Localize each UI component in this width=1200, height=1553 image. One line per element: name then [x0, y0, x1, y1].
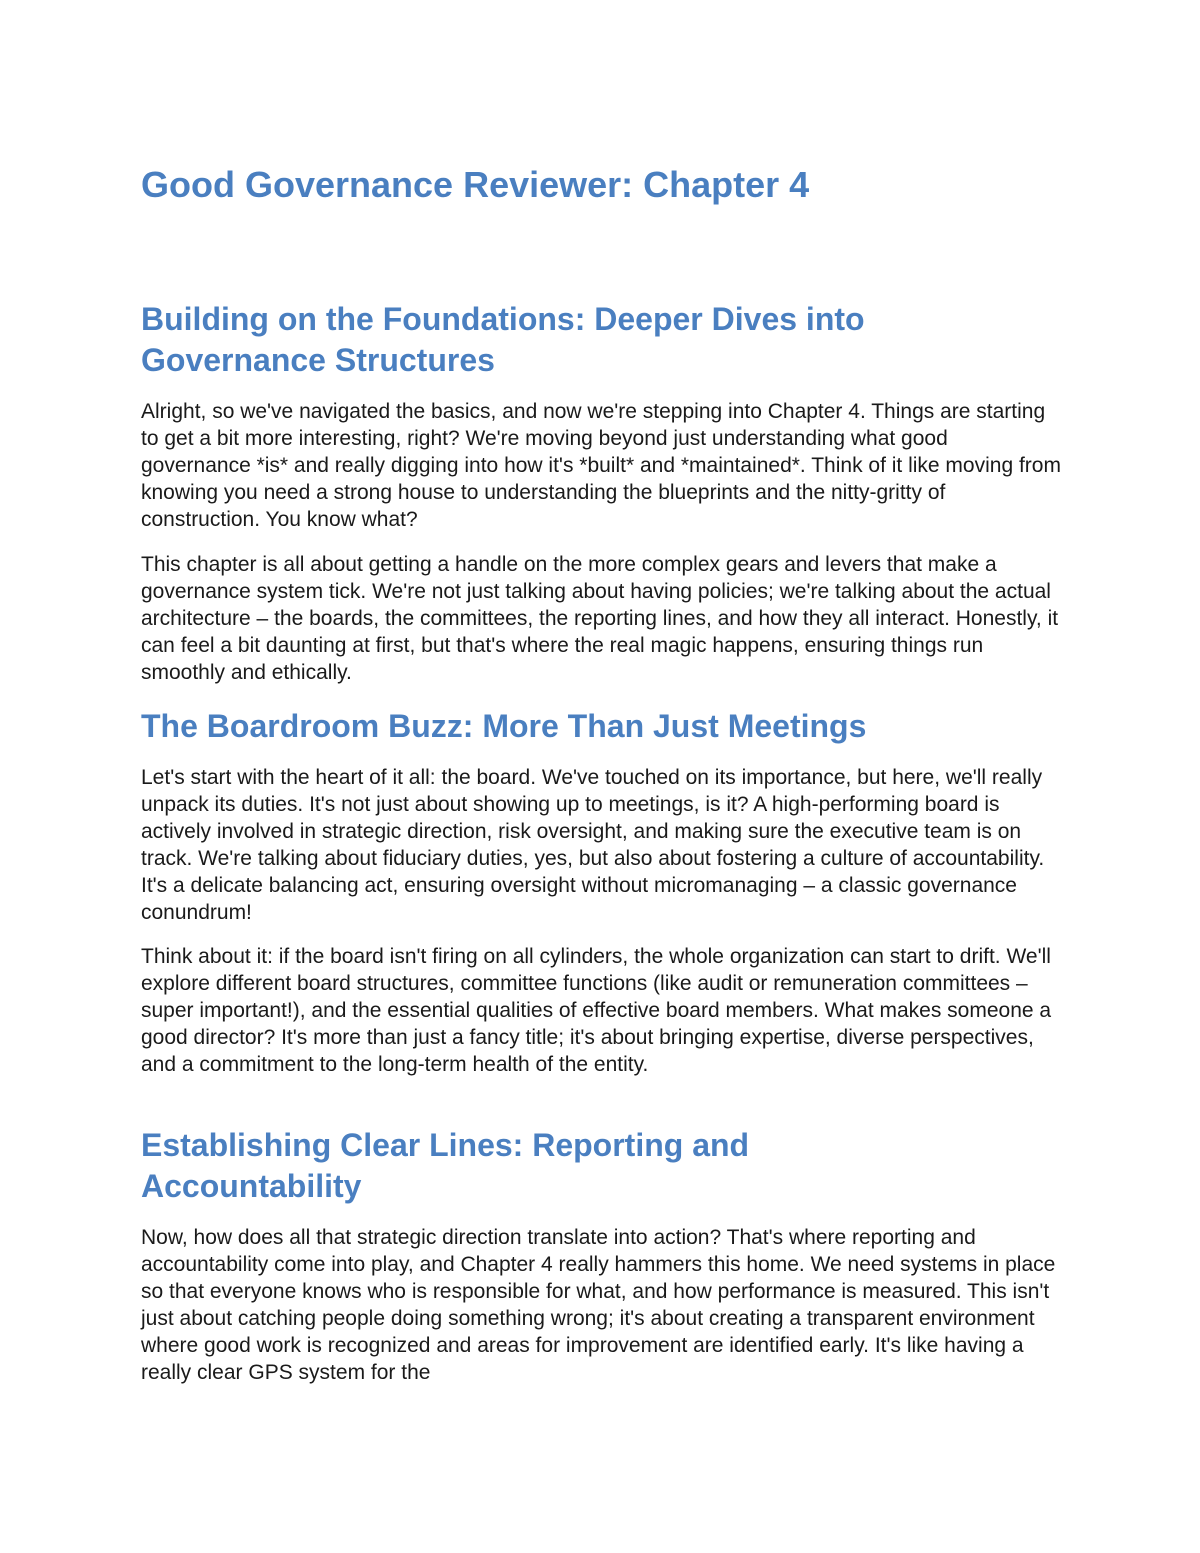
paragraph: Let's start with the heart of it all: the board. We've touched on its importance, but here, we'll really unpack its duties. It's not just about showing up to meetings, is it? A high-performing board is actively involved in strategic direction, risk oversight, and making sure the executive team is on track. We're talking about fiduciary duties, yes, but also about fostering a culture of accountability. It's a delicate balancing act, ensuring oversight without micromanaging – a classic governance conundrum!	[141, 766, 1045, 924]
paragraph: This chapter is all about getting a handle on the more complex gears and levers that make a governance system tick. We're not just talking about having policies; we're talking about the actual architecture – the boards, the committees, the reporting lines, and how they all interact. Honestly, it can feel a bit daunting at first, but that's where the real magic happens, ensuring things run smoothly and ethically.	[141, 553, 1059, 684]
document-title: Good Governance Reviewer: Chapter 4	[141, 164, 810, 205]
paragraph: Alright, so we've navigated the basics, and now we're stepping into Chapter 4. Things are starting to get a bit more interesting, right? We're moving beyond just understanding what good governance *is* and really digging into how it's *built* and *maintained*. Think of it like moving from knowing you need a strong house to understanding the blueprints and the nitty-gritty of construction. You know what?	[141, 400, 1061, 531]
section-heading-boardroom: The Boardroom Buzz: More Than Just Meetings	[141, 708, 867, 744]
section-heading-foundations: Building on the Foundations: Deeper Dives into Governance Structures	[141, 301, 865, 378]
paragraph: Think about it: if the board isn't firing on all cylinders, the whole organization can start to drift. We'll explore different board structures, committee functions (like audit or remuneration committees – super important!), and the essential qualities of effective board members. What makes someone a good director? It's more than just a fancy title; it's about bringing expertise, diverse perspectives, and a commitment to the long-term health of the entity.	[141, 945, 1052, 1076]
paragraph: Now, how does all that strategic direction translate into action? That's where reporting and accountability come into play, and Chapter 4 really hammers this home. We need systems in place so that everyone knows who is responsible for what, and how performance is measured. This isn't just about catching people doing something wrong; it's about creating a transparent environment where good work is recognized and areas for improvement are identified early. It's like having a really clear GPS system for the	[141, 1226, 1056, 1384]
section-heading-reporting: Establishing Clear Lines: Reporting and Accountability	[141, 1127, 750, 1204]
